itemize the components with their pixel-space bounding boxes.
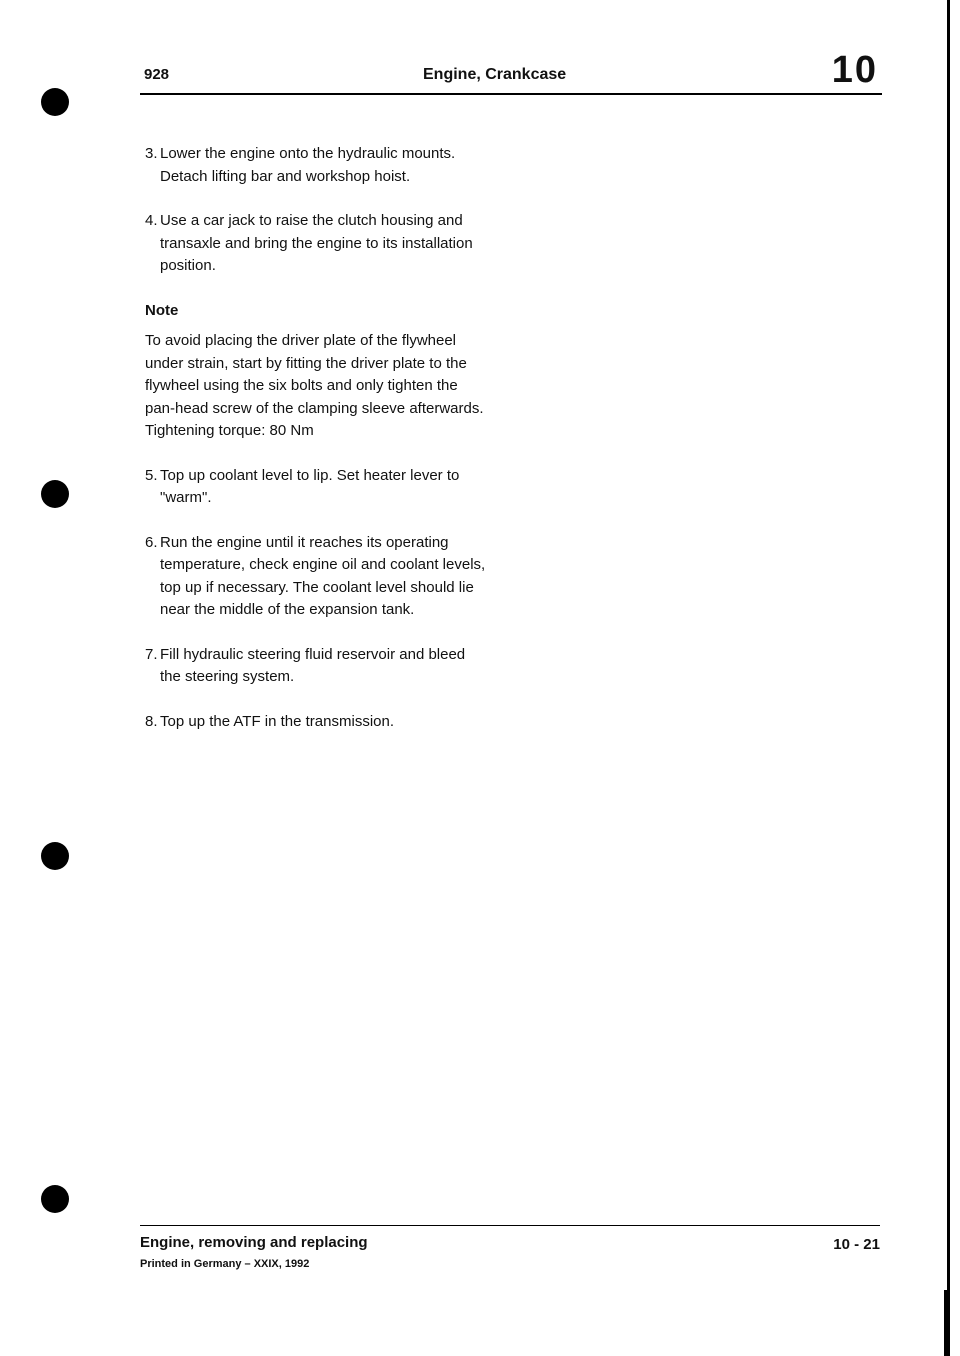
note-text: To avoid placing the driver plate of the flywheel under strain, start by fitting the driver plate to the flywheel using the six bolts and only tighten the pan-head screw of the clamping sleeve afterwards. <box>145 332 484 417</box>
footer-section-title: Engine, removing and replacing <box>140 1234 368 1251</box>
procedure-step <box>145 711 490 734</box>
step-text: Fill hydraulic steering fluid reservoir and bleed the steering system. <box>160 645 466 685</box>
procedure-step <box>145 644 490 689</box>
page-number: 10 - 21 <box>833 1236 880 1253</box>
step-text: Run the engine until it reaches its operating temperature, check engine oil and coolant levels, top up if necessary. The coolant level should lie near the middle of the expansion tank. <box>160 533 486 618</box>
step-text: Top up coolant level to lip. Set heater lever to "warm". <box>160 466 460 506</box>
step-number: 8. <box>145 712 158 730</box>
chapter-number: 10 <box>831 49 878 91</box>
page-edge-lower <box>944 1290 947 1356</box>
step-number: 4. <box>145 212 158 229</box>
step-number: 7. <box>145 645 158 663</box>
model-number: 928 <box>144 66 170 83</box>
step-number: 3. <box>145 145 158 162</box>
page-title: Engine, Crankcase <box>423 66 567 83</box>
tightening-torque: Tightening torque: 80 Nm <box>145 422 314 439</box>
step-number: 6. <box>145 533 158 551</box>
note-heading: Note <box>145 301 179 319</box>
step-number: 5. <box>145 466 158 484</box>
page-header <box>140 50 882 96</box>
binder-hole-4 <box>41 1185 69 1213</box>
procedure-step <box>145 210 490 278</box>
procedure-step <box>145 143 490 188</box>
procedure-step <box>145 532 490 622</box>
step-text: Lower the engine onto the hydraulic mounts. Detach lifting bar and workshop hoist. <box>160 145 456 185</box>
step-text: Use a car jack to raise the clutch housing and transaxle and bring the engine to its installation position. <box>160 212 473 274</box>
binder-hole-1 <box>41 88 69 116</box>
print-info: Printed in Germany – XXIX, 1992 <box>140 1258 310 1270</box>
procedure-step <box>145 465 490 510</box>
binder-hole-3 <box>41 842 69 870</box>
header-rule <box>140 93 882 95</box>
page-edge <box>947 0 950 1356</box>
note-body <box>145 330 490 443</box>
procedure-content <box>145 143 490 755</box>
step-text: Top up the ATF in the transmission. <box>160 712 395 730</box>
binder-hole-2 <box>41 480 69 508</box>
footer-rule <box>140 1225 880 1226</box>
